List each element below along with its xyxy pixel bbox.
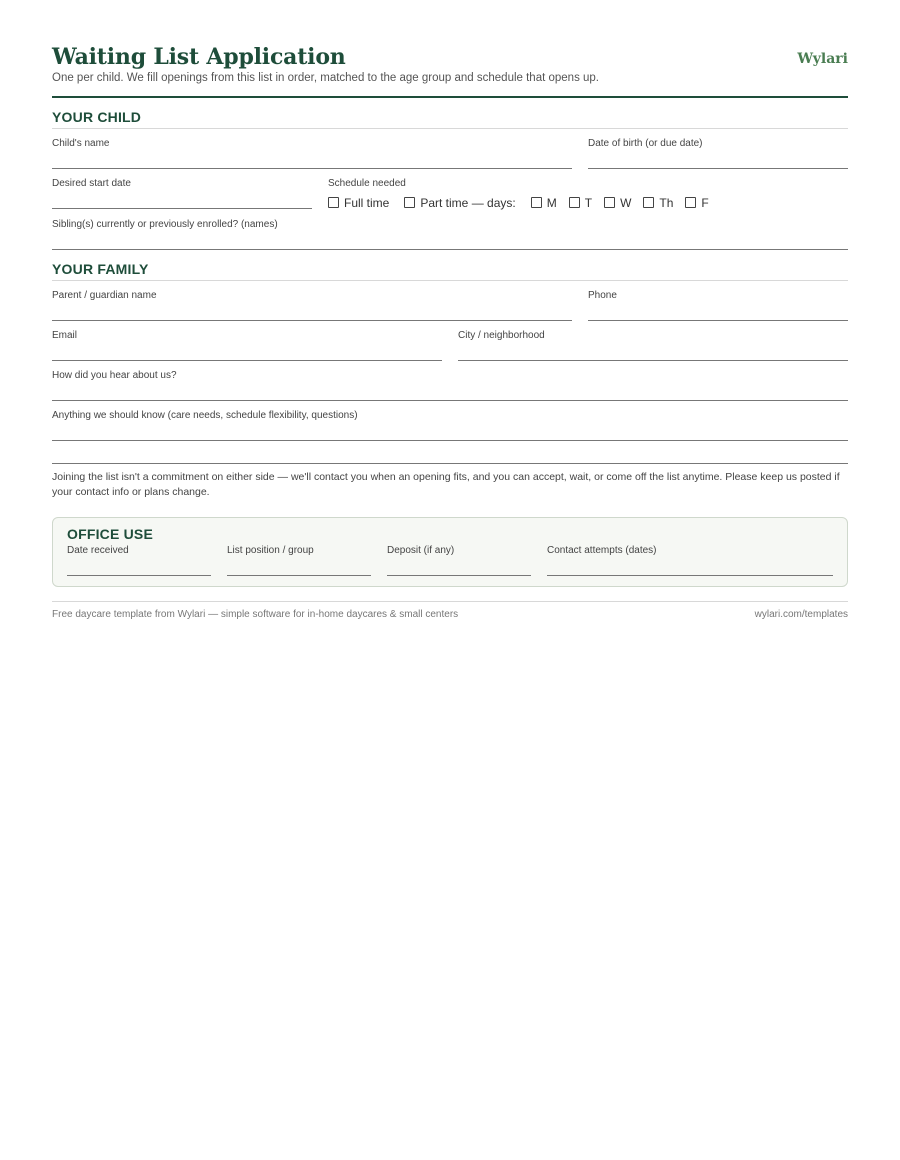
child-name-row [52,138,848,169]
date-received-field [67,545,211,576]
day-option-tue[interactable] [569,196,592,210]
notes-row [52,410,848,464]
siblings-input[interactable] [52,233,848,250]
hear-input[interactable] [52,384,848,401]
day-checkbox-tue[interactable] [569,197,580,208]
deposit-field [387,545,531,576]
schedule-field [328,178,848,213]
email-label: Email [52,330,78,341]
notes-field [52,410,848,464]
part-time-label: Part time — days: [420,196,516,210]
siblings-field [52,219,848,250]
day-checkbox-thu[interactable] [643,197,654,208]
day-label-fri: F [701,196,709,210]
parent-name-label: Parent / guardian name [52,290,157,301]
list-position-input[interactable] [227,559,371,576]
application-form [52,42,848,620]
footer-link[interactable]: wylari.com/templates [754,609,848,620]
list-position-label: List position / group [227,545,314,556]
footer-credit: Free daycare template from Wylari — simple software for in-home daycares & small centers [52,609,459,620]
deposit-input[interactable] [387,559,531,576]
day-checkbox-wed[interactable] [604,197,615,208]
page-title: Waiting List Application [52,44,346,70]
siblings-row [52,219,848,250]
contact-attempts-field [547,545,833,576]
date-received-label: Date received [67,545,129,556]
full-time-checkbox[interactable] [328,197,339,208]
phone-input[interactable] [588,304,848,321]
hear-field [52,370,848,401]
date-received-input[interactable] [67,559,211,576]
day-checkbox-fri[interactable] [685,197,696,208]
day-option-mon[interactable] [531,196,557,210]
full-time-option[interactable] [328,196,389,210]
day-label-wed: W [620,196,632,210]
day-option-thu[interactable] [643,196,673,210]
office-use-title: OFFICE USE [67,526,154,542]
hear-row [52,370,848,401]
city-input[interactable] [458,344,848,361]
child-name-field [52,138,572,169]
email-field [52,330,442,361]
brand-logo: Wylari [797,51,848,67]
dob-label: Date of birth (or due date) [588,138,703,149]
child-name-label: Child's name [52,138,110,149]
deposit-label: Deposit (if any) [387,545,455,556]
email-city-row [52,330,848,361]
day-option-wed[interactable] [604,196,631,210]
part-time-checkbox[interactable] [404,197,415,208]
start-schedule-row [52,178,848,213]
day-label-tue: T [584,196,593,210]
notes-label: Anything we should know (care needs, schedule flexibility, questions) [52,410,358,421]
day-label-mon: M [546,196,557,210]
hear-label: How did you hear about us? [52,370,177,381]
phone-label: Phone [588,290,617,301]
schedule-options [328,193,848,213]
child-name-input[interactable] [52,152,572,169]
start-date-label: Desired start date [52,178,131,189]
parent-name-field [52,290,572,321]
office-use-row [67,545,833,576]
section-title-family: YOUR FAMILY [52,261,848,281]
start-date-input[interactable] [52,192,312,209]
page-footer [52,601,848,620]
day-option-fri[interactable] [685,196,708,210]
form-header [52,42,848,98]
email-input[interactable] [52,344,442,361]
page-subtitle: One per child. We fill openings from this list in order, matched to the age group and schedule that opens up. [52,72,600,84]
schedule-label: Schedule needed [328,178,406,189]
disclaimer-text: Joining the list isn't a commitment on either side — we'll contact you when an opening fits, and you can accept, wait, or come off the list anytime. Please keep us posted if your contact info or plans change. [52,471,840,498]
day-label-thu: Th [659,196,674,210]
parent-name-input[interactable] [52,304,572,321]
part-time-option[interactable] [404,196,515,210]
notes-input-line-1[interactable] [52,424,848,441]
siblings-label: Sibling(s) currently or previously enrolled? (names) [52,219,278,230]
full-time-label: Full time [344,196,390,210]
day-checkbox-mon[interactable] [531,197,542,208]
city-field [458,330,848,361]
list-position-field [227,545,371,576]
start-date-field [52,178,312,213]
parent-phone-row [52,290,848,321]
notes-input-line-2[interactable] [52,441,848,464]
office-use-box [52,517,848,587]
contact-attempts-input[interactable] [547,559,833,576]
section-title-child: YOUR CHILD [52,109,848,129]
dob-input[interactable] [588,152,848,169]
dob-field [588,138,848,169]
contact-attempts-label: Contact attempts (dates) [547,545,657,556]
city-label: City / neighborhood [458,330,545,341]
phone-field [588,290,848,321]
